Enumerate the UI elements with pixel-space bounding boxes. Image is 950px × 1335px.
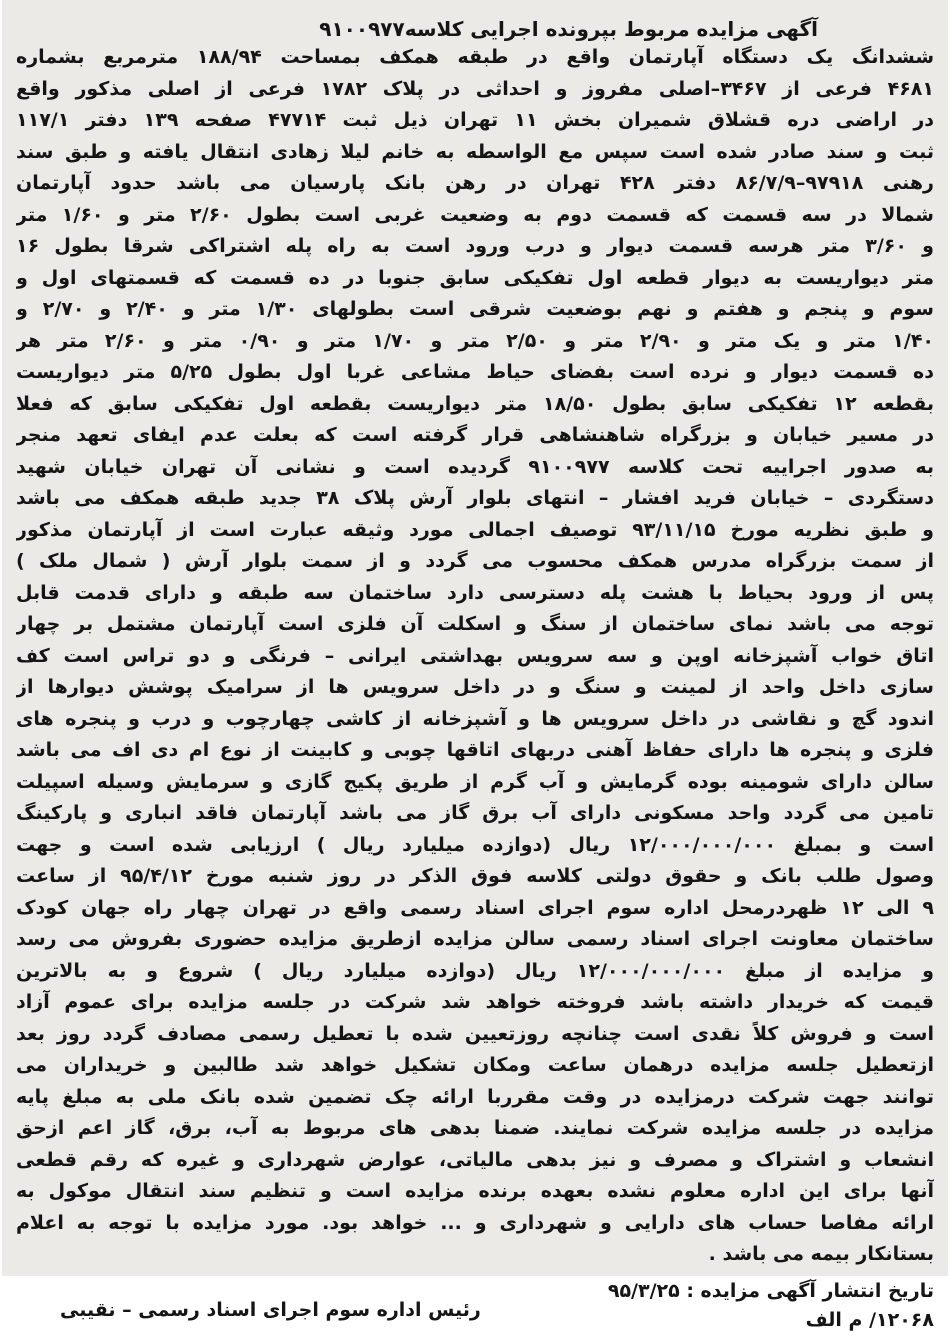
notice-body-line: و طبق نظریه مورخ ۹۳/۱۱/۱۵ توصیف اجمالی مورد وثیقه عبارت است از آپارتمان مذکور	[16, 518, 934, 541]
notice-body-line: رهنی ۹۷۹۱۸–۸۶/۷/۹ دفتر ۴۲۸ تهران در رهن بانک پارسیان می باشد حدود آپارتمان	[16, 172, 934, 194]
notice-body-line: بقطعه ۱۲ تفکیکی سابق بطول ۱۸/۵۰ متر دیواریست بقطعه اول تفکیکی سابق که فعلا	[16, 392, 934, 415]
notice-body-line: ششدانگ یک دستگاه آپارتمان واقع در طبقه همکف بمساحت ۱۸۸/۹۴ مترمربع بشماره	[16, 46, 934, 68]
notice-body-line: ارائه مفاصا حساب های دارایی و شهرداری و ... خواهد بود. مورد مزایده با توجه به اعلام	[16, 1211, 934, 1234]
notice-body-line: ازتعطیل جلسه مزایده درهمان ساعت ومکان تشکیل خواهد شد طالبین و خریداران می	[16, 1054, 934, 1076]
notice-body-line: متر دیواریست به دیوار قطعه اول تفکیکی سابق جنوبا در ده قسمت که قسمتهای اول و	[16, 266, 934, 289]
notice-body-line: سازی داخل واحد از لمینت و سنگ و در داخل سرویس ها از سرامیک پوشش دیوارها از	[16, 676, 934, 698]
notice-body-line: اندود گچ و نقاشی در داخل سرویس ها و آشپزخانه از کاشی چهارچوب و درب و پنجره های	[16, 707, 934, 730]
notice-title: آگهی مزایده مربوط بپرونده اجرایی کلاسه۹۱۰۰۹۷۷	[319, 17, 818, 41]
notice-body-line: توجه می باشد نمای ساختمان از سنگ و اسکلت آن فلزی است آپارتمان مشتمل بر چهار	[16, 613, 934, 635]
notice-body-line: فلزی و پنجره ها دارای حفاظ آهنی دربهای اتاقها چوبی و کابینت از نوع ام دی اف می باشد	[16, 739, 934, 761]
signature-line: رئیس اداره سوم اجرای اسناد رسمی – نقیبی	[60, 1298, 481, 1321]
notice-body-line: سوم و پنجم و هفتم و نهم بوضعیت شرقی است بطولهای ۱/۳۰ متر و ۲/۴۰ و ۲/۷۰ و	[16, 298, 934, 320]
notice-body-line: توانند جهت شرکت درمزایده در وقت مقرربا ارائه چک تضمین شده بانک ملی به مبلغ پایه	[16, 1085, 934, 1108]
publication-date: تاریخ انتشار آگهی مزایده : ۹۵/۳/۲۵	[607, 1279, 934, 1302]
notice-body-line: اتاق خواب آشپزخانه اوپن و سه سرویس بهداشتی ایرانی – فرنگی و دو تراس است کف	[16, 644, 934, 667]
notice-body-line: است و فروش کلاً نقدی است چنانچه روزتعیین شده با تعطیل رسمی مصادف گردد روز بعد	[16, 1022, 934, 1045]
notice-body-line: سالن دارای شومینه بوده گرمایش و آب گرم از طریق پکیج گازی و سرمایش وسیله اسپیلت	[16, 770, 934, 793]
notice-body-line: انشعاب و اشتراک و مصرف و نیز بدهی مالیاتی، عوارض شهرداری و غیره که رقم قطعی	[16, 1148, 934, 1171]
notice-body-line: تامین می گردد واحد مسکونی دارای آب برق گاز می باشد آپارتمان فاقد انباری و پارکینگ	[16, 802, 934, 824]
footer-row	[16, 1298, 934, 1335]
notice-body-line: و ۳/۶۰ متر هرسه قسمت دیوار و درب ورود است به راه پله اشتراکی شرقا بطول ۱۶	[16, 235, 934, 257]
notice-body-line: از سمت بزرگراه مدرس همکف محسوب می گردد و از سمت بلوار آرش ( شمال ملک )	[16, 550, 934, 572]
notice-body-line: ده قسمت دیوار و نرده است بفضای حیاط مشاعی غربا اول بطول ۵/۲۵ متر دیواریست	[16, 361, 934, 383]
newspaper-clipping	[2, 0, 948, 1331]
notice-body	[16, 42, 934, 1271]
notice-body-line: به صدور اجراییه تحت کلاسه ۹۱۰۰۹۷۷ گردیده است و نشانی آن تهران خیابان شهید	[16, 455, 934, 478]
notice-body-line: در مسیر خیابان و بزرگراه شاهنشاهی قرار گرفته است که بعلت عدم ایفای تعهد منجر	[16, 424, 934, 446]
issue-number: ۱۲۰۶۸/ م الف	[805, 1308, 934, 1331]
notice-footer	[16, 1277, 934, 1335]
notice-body-line: آنها برای این اداره معلوم نشده بعهده برنده مزایده است و تنظیم سند انتقال موکول به	[16, 1180, 934, 1202]
notice-body-line: بستانکار بیمه می باشد .	[708, 1243, 934, 1265]
notice-body-line: در اراضی دره قشلاق شمیران بخش ۱۱ تهران ذیل ثبت ۴۷۷۱۴ صفحه ۱۳۹ دفتر ۱۱۷/۱	[16, 109, 934, 131]
notice-body-line: ساختمان معاونت اجرای اسناد رسمی سالن مزایده ازطریق مزایده حضوری بفروش می رسد	[16, 928, 934, 950]
notice-body-line: دستگردی – خیابان فرید افشار – انتهای بلوار آرش پلاک ۳۸ جدید طبقه همکف می باشد	[16, 487, 934, 509]
notice-body-line: ثبت و سند صادر شده است سپس مع الواسطه به خانم لیلا زهادی انتقال یافته و طبق سند	[16, 140, 934, 163]
notice-body-line: پس از ورود بحیاط با هشت پله دسترسی دارد ساختمان سه طبقه و دارای قدمت قابل	[16, 581, 934, 604]
notice-body-line: مزایده در جلسه مزایده شرکت نمایند. ضمنا بدهی های مربوط به آب، برق، گاز اعم ازحق	[16, 1117, 934, 1139]
notice-body-line: است و بمبلغ ۱۲/۰۰۰/۰۰۰/۰۰۰ ریال (دوازده میلیارد ریال ) ارزیابی شده است و جهت	[16, 833, 934, 856]
notice-body-line: و مزایده از مبلغ ۱۲/۰۰۰/۰۰۰/۰۰۰ ریال (دوازده میلیارد ریال ) شروع و به بالاترین	[16, 959, 934, 982]
notice-body-line: شمالا در سه قسمت که قسمت دوم به وضعیت غربی است بطول ۲/۶۰ متر و ۱/۶۰ متر	[16, 203, 934, 226]
notice-body-line: ۱/۴۰ متر و یک متر و ۲/۹۰ متر و ۲/۵۰ متر و ۱/۷۰ متر و ۰/۹۰ متر و ۲/۶۰ متر هر	[16, 329, 934, 352]
notice-body-line: قیمت که خریدار داشته باشد فروخته خواهد شد شرکت در جلسه مزایده برای عموم آزاد	[16, 991, 934, 1013]
notice-body-line: ۹ الی ۱۲ ظهردرمحل اداره سوم اجرای اسناد رسمی واقع در تهران چهار راه جهان کودک	[16, 896, 934, 919]
notice-body-line: وصول طلب بانک و حقوق دولتی کلاسه فوق الذکر در روز شنبه مورخ ۹۵/۴/۱۲ از ساعت	[16, 865, 934, 887]
notice-body-line: ۴۶۸۱ فرعی از ۳۴۶۷–اصلی مفروز و احداثی در پلاک ۱۷۸۲ فرعی از اصلی مذکور واقع	[16, 77, 934, 100]
